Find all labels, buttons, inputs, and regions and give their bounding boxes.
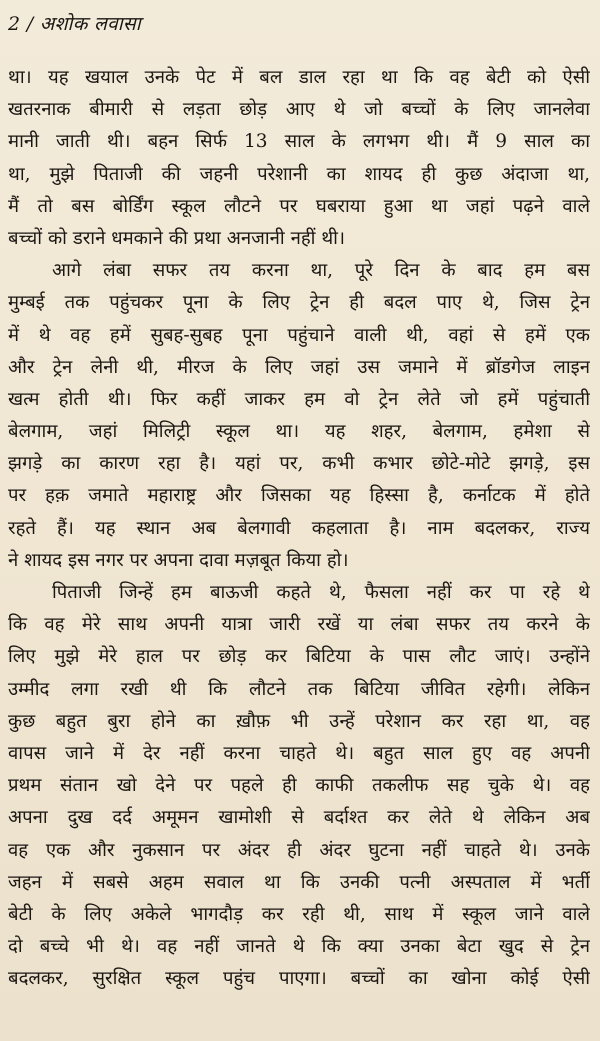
- text-line: में थे वह हमें सुबह-सुबह पूना पहुंचाने वाली थी, वहां से हमें एक: [8, 324, 590, 346]
- text-line: और ट्रेन लेनी थी, मीरज के लिए जहां उस जमाने में ब्रॉडगेज लाइन: [8, 356, 590, 378]
- text-line: बेटी के लिए अकेले भागदौड़ कर रही थी, साथ में स्कूल जाने वाले: [8, 903, 590, 925]
- running-head: 2 / अशोक लवासा: [8, 13, 141, 35]
- text-line: प्रथम संतान खो देने पर पहले ही काफी तकलीफ सह चुके थे। वह: [8, 775, 590, 797]
- text-line: बदलकर, सुरक्षित स्कूल पहुंच पाएगा। बच्चों का खोना कोई ऐसी: [8, 968, 590, 990]
- text-line: खत्म होती थी। फिर कहीं जाकर हम वो ट्रेन लेते जो हमें पहुंचाती: [8, 388, 590, 410]
- text-line: वह एक और नुकसान पर अंदर ही अंदर घुटना नहीं चाहते थे। उनके: [8, 839, 590, 861]
- text-line: लिए मुझे मेरे हाल पर छोड़ कर बिटिया के पास लौट जाएं। उन्होंने: [8, 646, 590, 668]
- text-line: मुम्बई तक पहुंचकर पूना के लिए ट्रेन ही बदल पाए थे, जिस ट्रेन: [8, 292, 590, 314]
- paragraph-1: [8, 62, 590, 255]
- text-line: खतरनाक बीमारी से लड़ता छोड़ आए थे जो बच्चों के लिए जानलेवा: [8, 99, 590, 121]
- text-line: बेलगाम, जहां मिलिट्री स्कूल था। यह शहर, बेलगाम, हमेशा से: [8, 421, 590, 443]
- text-line: रहते हैं। यह स्थान अब बेलगावी कहलाता है। नाम बदलकर, राज्य: [8, 517, 590, 539]
- text-line: था, मुझे पिताजी की जहनी परेशानी का शायद ही कुछ अंदाजा था,: [8, 163, 590, 185]
- text-line: दो बच्चे भी थे। वह नहीं जानते थे कि क्या उनका बेटा खुद से ट्रेन: [8, 936, 590, 958]
- text-line: उम्मीद लगा रखी थी कि लौटने तक बिटिया जीवित रहेगी। लेकिन: [8, 678, 590, 700]
- text-line: मैं तो बस बोर्डिंग स्कूल लौटने पर घबराया हुआ था जहां पढ़ने वाले: [8, 195, 590, 217]
- text-line: पर हक़ जमाते महाराष्ट्र और जिसका यह हिस्सा है, कर्नाटक में होते: [8, 485, 590, 507]
- body-text: [8, 62, 590, 995]
- text-line: अपना दुख दर्द अमूमन खामोशी से बर्दाश्त कर लेते थे लेकिन अब: [8, 807, 590, 829]
- text-line: आगे लंबा सफर तय करना था, पूरे दिन के बाद हम बस: [52, 260, 590, 282]
- text-line: कुछ बहुत बुरा होने का ख़ौफ़ भी उन्हें परेशान कर रहा था, वह: [8, 710, 590, 732]
- text-line: जहन में सबसे अहम सवाल था कि उनकी पत्नी अस्पताल में भर्ती: [8, 871, 590, 893]
- text-line: झगड़े का कारण रहा है। यहां पर, कभी कभार छोटे-मोटे झगड़े, इस: [8, 453, 590, 475]
- text-line: पिताजी जिन्हें हम बाऊजी कहते थे, फैसला नहीं कर पा रहे थे: [52, 582, 590, 603]
- text-line: कि वह मेरे साथ अपनी यात्रा जारी रखें या लंबा सफर तय करने के: [8, 614, 590, 636]
- text-line: वापस जाने में देर नहीं करना चाहते थे। बहुत साल हुए वह अपनी: [8, 742, 590, 764]
- paragraph-3: [8, 577, 590, 995]
- text-line: मानी जाती थी। बहन सिर्फ 13 साल के लगभग थी। मैं 9 साल का: [8, 131, 590, 153]
- paragraph-2: [8, 255, 590, 577]
- text-line: था। यह खयाल उनके पेट में बल डाल रहा था कि वह बेटी को ऐसी: [8, 67, 590, 88]
- text-line: बच्चों को डराने धमकाने की प्रथा अनजानी नहीं थी।: [8, 227, 345, 249]
- text-line: ने शायद इस नगर पर अपना दावा मज़बूत किया हो।: [8, 549, 349, 571]
